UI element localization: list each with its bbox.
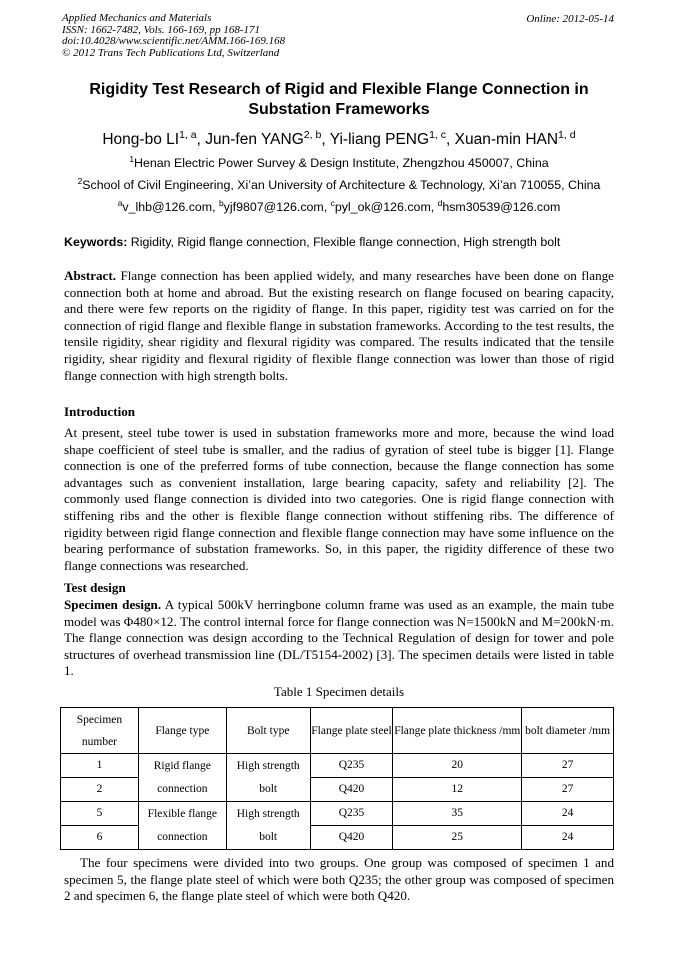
doi: doi:10.4028/www.scientific.net/AMM.166-169.168 (62, 35, 286, 47)
cell-diameter: 27 (522, 778, 614, 802)
affiliation-1: $^1$Henan Electric Power Survey & Design Institute, Zhengzhou 450007, China (129, 153, 549, 170)
introduction-heading: Introduction (64, 404, 136, 419)
cell-diameter: 27 (522, 754, 614, 778)
introduction-text: At present, steel tube tower is used in substation frameworks more and more, because the wind load shape coefficient of steel tube is smaller, and the radius of gyration of steel tube is bigger [1]. Flange connection is one of the preferred forms of tube connection, because the flange connection has some advantages such as convenient installation, large bearing capacity, safety and reliability [2]. The commonly used flange connection is divided into two categories. One is rigid flange connection with stiffening ribs and the other is flexible flange connection without stiffening ribs. The difference of rigidity between rigid flange connection and flexible flange connection may have some influence on the bearing performance of substation frameworks. So, in this paper, the rigidity difference of these two flange connections was researched. (64, 425, 614, 573)
author: Yi-liang PENG$^{1, c}$, (329, 128, 455, 148)
paper-title: Rigidity Test Research of Rigid and Flexible Flange Connection in Substation Frameworks (89, 81, 589, 118)
cell-flange-type: Rigid flange connection (138, 754, 226, 802)
emails: $^a$v_lhb@126.com, $^b$yjf9807@126.com, $^c$pyl_ok@126.com, $^d$hsm30539@126.com (117, 197, 561, 214)
cell-steel: Q235 (310, 754, 393, 778)
cell-specimen: 6 (61, 826, 139, 850)
cell-specimen: 5 (61, 802, 139, 826)
affiliation-2: $^2$School of Civil Engineering, Xi’an University of Architecture & Technology, Xi’an 710055, China (77, 175, 601, 192)
header-cell: Bolt type (226, 708, 310, 754)
test-design-heading: Test design (64, 580, 126, 595)
authors (40, 128, 638, 149)
cell-bolt-type: High strength bolt (226, 802, 310, 850)
cell-flange-type: Flexible flange connection (138, 802, 226, 850)
cell-specimen: 2 (61, 778, 139, 802)
issn: ISSN: 1662-7482, Vols. 166-169, pp 168-171 (62, 23, 260, 36)
specimen-design-text: Specimen design. A typical 500kV herringbone column frame was used as an example, the main tube model was Φ480×12. The control internal force for flange connection was N=1500kN and M=200kN·m. The flange connection was design according to the Technical Regulation of design for tower and pole structures of overhead transmission line (DL/T5154-2002) [3]. The specimen details were listed in table 1. (64, 597, 615, 679)
header-cell: Flange type (138, 708, 226, 754)
cell-diameter: 24 (522, 802, 614, 826)
header-cell: bolt diameter /mm (522, 708, 614, 754)
header-cell: Flange plate thickness /mm (393, 708, 522, 754)
table-row (61, 754, 614, 778)
cell-thickness: 25 (393, 826, 522, 850)
specimen-table (60, 707, 614, 850)
copyright: © 2012 Trans Tech Publications Ltd, Switzerland (62, 46, 280, 59)
table-row (61, 802, 614, 826)
abstract: Abstract. Flange connection has been applied widely, and many researches have been done on flange connection both at home and abroad. But the existing research on flange focused on bearing capacity, and there were few reports on the rigidity of flange. In this paper, rigidity test was carried on for the connection of rigid flange and flexible flange in substation frameworks. According to the test results, the tensile rigidity, shear rigidity and flexural rigidity was compared. The results indicated that the tensile rigidity, shear rigidity and flexural rigidity of flexible flange connection was lower than those of rigid flange connection with high strength bolts. (64, 268, 614, 383)
author: Jun-fen YANG$^{2, b}$, (205, 128, 330, 148)
cell-thickness: 20 (393, 754, 522, 778)
journal-header (62, 13, 285, 59)
author: Xuan-min HAN$^{1, d}$ (454, 128, 576, 148)
cell-steel: Q420 (310, 778, 393, 802)
closing-paragraph: The four specimens were divided into two groups. One group was composed of specimen 1 and specimen 5, the flange plate steel of which were both Q235; the other group was composed of specimen 2 and specimen 6, the flange plate steel of which were both Q420. (64, 855, 614, 904)
table-header-row (61, 708, 614, 754)
cell-thickness: 35 (393, 802, 522, 826)
author: Hong-bo LI$^{1, a}$, (102, 128, 206, 148)
keywords: Keywords: Rigidity, Rigid flange connection, Flexible flange connection, High strength bolt (64, 235, 561, 249)
header-cell: Specimen number (61, 708, 139, 754)
online-date: Online: 2012-05-14 (526, 13, 614, 25)
cell-thickness: 12 (393, 778, 522, 802)
cell-bolt-type: High strength bolt (226, 754, 310, 802)
table-caption: Table 1 Specimen details (273, 684, 405, 699)
header-cell: Flange plate steel (310, 708, 393, 754)
journal-name: Applied Mechanics and Materials (62, 12, 212, 24)
cell-steel: Q420 (310, 826, 393, 850)
cell-steel: Q235 (310, 802, 393, 826)
cell-diameter: 24 (522, 826, 614, 850)
cell-specimen: 1 (61, 754, 139, 778)
